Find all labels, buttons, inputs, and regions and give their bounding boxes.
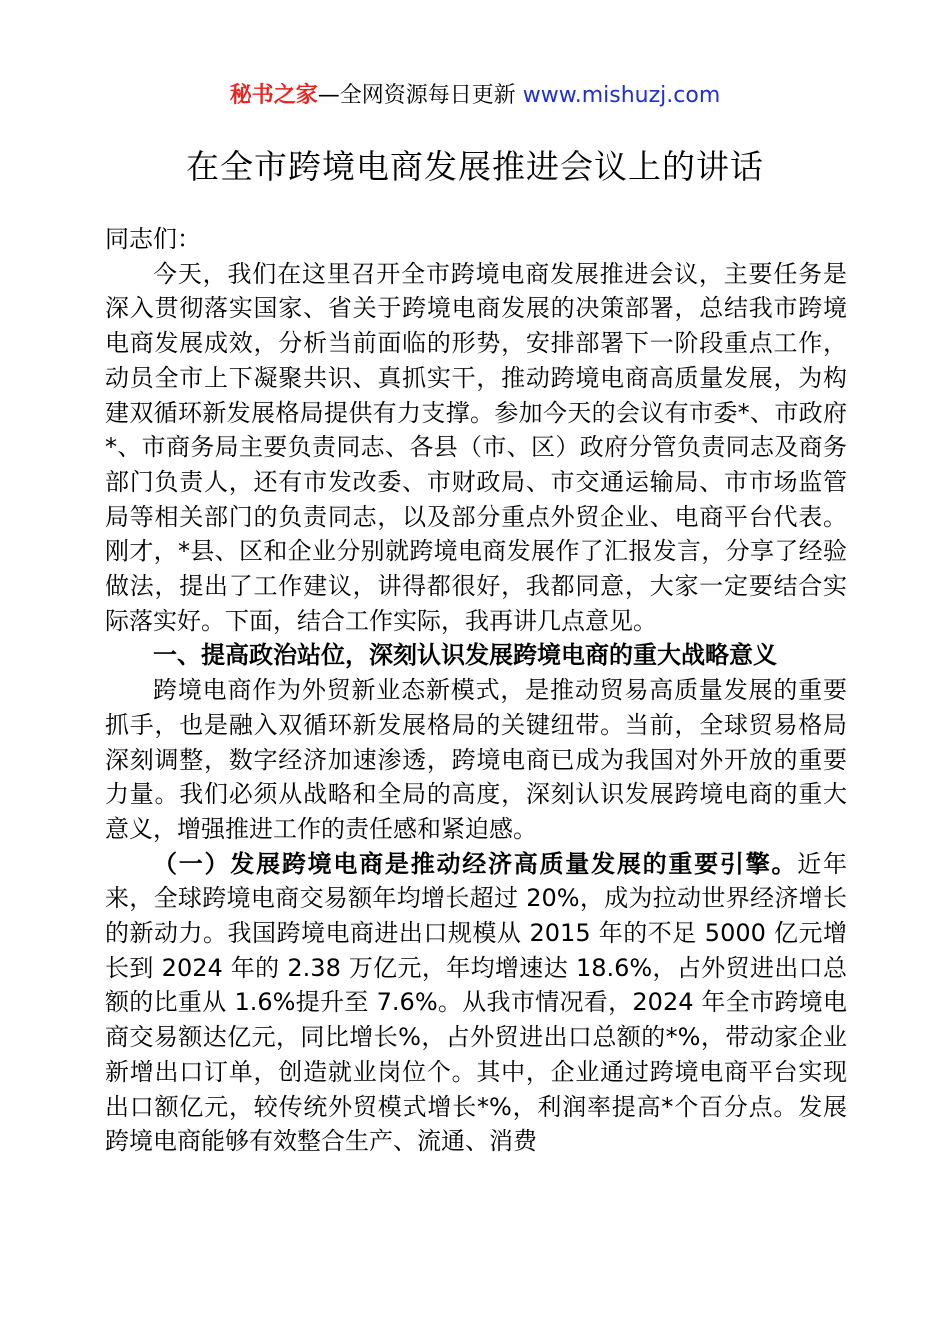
subsection-heading-1: （一）发展跨境电商是推动经济高质量发展的重要引擎。 [153,849,798,878]
paragraph-subsection-1 [105,847,847,1159]
salutation: 同志们： [105,225,201,253]
site-url-link[interactable]: www.mishuzj.com [522,83,721,108]
subsection-text-1: 近年来，全球跨境电商交易额年均增长超过 20%，成为拉动世界经济增长的新动力。我国跨境电商进出口规模从 2015 年的不足 5000 亿元增长到 2024 年的 2.38 万亿元，年均增速达 18.6%，占外贸进出口总额的比重从 1.6%提升至 7.6%。从我市情况看，2024 年全市跨境电商交易额达亿元，同比增长%，占外贸进出口总额的*%，带动家企业新增出口订单，创造就业岗位个。其中，企业通过跨境电商平台实现出口额亿元，较传统外贸模式增长*%，利润率提高*个百分点。发展跨境电商能够有效整合生产、流通、消费 [105,849,848,1156]
site-header [0,80,950,112]
paragraph-intro: 今天，我们在这里召开全市跨境电商发展推进会议，主要任务是深入贯彻落实国家、省关于跨境电商发展的决策部署，总结我市跨境电商发展成效，分析当前面临的形势，安排部署下一阶段重点工作，动员全市上下凝聚共识、真抓实干，推动跨境电商高质量发展，为构建双循环新发展格局提供有力支撑。参加今天的会议有市委*、市政府*、市商务局主要负责同志、各县（市、区）政府分管负责同志及商务部门负责人，还有市发改委、市财政局、市交通运输局、市市场监管局等相关部门的负责同志，以及部分重点外贸企业、电商平台代表。刚才，*县、区和企业分别就跨境电商发展作了汇报发言，分享了经验做法，提出了工作建议，讲得都很好，我都同意，大家一定要结合实际落实好。下面，结合工作实际，我再讲几点意见。 [105,259,847,635]
header-tagline: —全网资源每日更新 [317,83,523,108]
document-title: 在全市跨境电商发展推进会议上的讲话 [186,147,764,186]
brand-name: 秘书之家 [229,83,318,108]
document-body [105,222,847,1159]
section-heading-1: 一、提高政治站位，深刻认识发展跨境电商的重大战略意义 [153,641,777,670]
paragraph-section-1: 跨境电商作为外贸新业态新模式，是推动贸易高质量发展的重要抓手，也是融入双循环新发展格局的关键纽带。当前，全球贸易格局深刻调整，数字经济加速渗透，跨境电商已成为我国对外开放的重要力量。我们必须从战略和全局的高度，深刻认识发展跨境电商的重大意义，增强推进工作的责任感和紧迫感。 [105,676,847,843]
